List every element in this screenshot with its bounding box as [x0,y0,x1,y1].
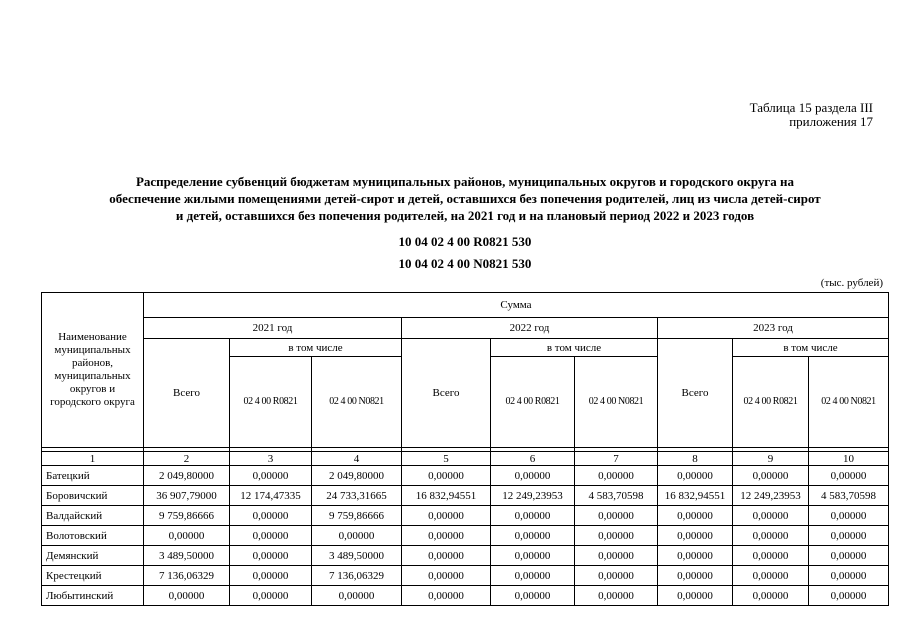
municipality-name: Крестецкий [42,566,144,586]
code-r-2023-header: 02 4 00 R0821 [733,357,809,448]
value-cell: 3 489,50000 [144,546,230,566]
value-cell: 0,00000 [809,526,889,546]
value-cell: 0,00000 [809,566,889,586]
table-row [42,486,889,506]
col-number: 3 [230,452,312,466]
value-cell: 16 832,94551 [658,486,733,506]
value-cell: 0,00000 [809,466,889,486]
value-cell: 0,00000 [733,566,809,586]
value-cell: 2 049,80000 [144,466,230,486]
value-cell: 0,00000 [230,586,312,606]
value-cell: 0,00000 [575,506,658,526]
code-r-2021-header: 02 4 00 R0821 [230,357,312,448]
col-number: 7 [575,452,658,466]
value-cell: 36 907,79000 [144,486,230,506]
col-number: 10 [809,452,889,466]
col-number: 6 [491,452,575,466]
code-n-2021-header: 02 4 00 N0821 [312,357,402,448]
value-cell: 0,00000 [312,586,402,606]
value-cell: 0,00000 [491,466,575,486]
code-n-2023-header: 02 4 00 N0821 [809,357,889,448]
value-cell: 0,00000 [575,526,658,546]
value-cell: 4 583,70598 [809,486,889,506]
col-number: 4 [312,452,402,466]
table-reference-line2: приложения 17 [789,114,873,129]
value-cell: 12 174,47335 [230,486,312,506]
value-cell: 7 136,06329 [312,566,402,586]
table-row [42,586,889,606]
value-cell: 0,00000 [809,586,889,606]
municipality-name: Волотовский [42,526,144,546]
year-2021-header: 2021 год [144,318,402,339]
municipality-name: Батецкий [42,466,144,486]
value-cell: 0,00000 [230,506,312,526]
value-cell: 0,00000 [658,466,733,486]
col-number: 5 [402,452,491,466]
column-number-row [42,452,889,466]
budget-code-2: 10 04 02 4 00 N0821 530 [398,256,532,271]
value-cell: 0,00000 [733,506,809,526]
value-cell: 0,00000 [312,526,402,546]
municipality-name: Валдайский [42,506,144,526]
value-cell: 0,00000 [575,586,658,606]
table-row [42,526,889,546]
code-r-2022-header: 02 4 00 R0821 [491,357,575,448]
col-number: 2 [144,452,230,466]
name-column-header: Наименование муниципальных районов, муниципальных округов и городского округа [42,293,144,448]
incl-2022-header: в том числе [491,339,658,357]
value-cell: 0,00000 [402,546,491,566]
value-cell: 0,00000 [809,506,889,526]
value-cell: 0,00000 [658,526,733,546]
municipality-name: Любытинский [42,586,144,606]
table-body [42,466,889,606]
budget-code-1: 10 04 02 4 00 R0821 530 [398,234,532,249]
value-cell: 0,00000 [733,586,809,606]
table-row [42,466,889,486]
value-cell: 0,00000 [575,566,658,586]
col-number: 9 [733,452,809,466]
value-cell: 0,00000 [575,546,658,566]
table-row [42,506,889,526]
incl-2021-header: в том числе [230,339,402,357]
value-cell: 0,00000 [491,526,575,546]
col-number: 1 [42,452,144,466]
total-2022-header: Всего [402,339,491,448]
table-reference-line1: Таблица 15 раздела III [749,100,873,115]
value-cell: 0,00000 [658,546,733,566]
value-cell: 12 249,23953 [491,486,575,506]
value-cell: 0,00000 [733,546,809,566]
value-cell: 0,00000 [733,466,809,486]
subvention-table [41,292,889,606]
value-cell: 0,00000 [230,566,312,586]
value-cell: 4 583,70598 [575,486,658,506]
value-cell: 2 049,80000 [312,466,402,486]
value-cell: 0,00000 [809,546,889,566]
value-cell: 0,00000 [402,506,491,526]
value-cell: 0,00000 [230,526,312,546]
value-cell: 0,00000 [230,546,312,566]
incl-2023-header: в том числе [733,339,889,357]
value-cell: 7 136,06329 [144,566,230,586]
sum-header: Сумма [144,293,889,318]
table-row [42,546,889,566]
value-cell: 0,00000 [491,546,575,566]
value-cell: 0,00000 [658,586,733,606]
value-cell: 0,00000 [230,466,312,486]
value-cell: 16 832,94551 [402,486,491,506]
total-2021-header: Всего [144,339,230,448]
municipality-name: Демянский [42,546,144,566]
value-cell: 0,00000 [575,466,658,486]
col-number: 8 [658,452,733,466]
value-cell: 0,00000 [402,566,491,586]
value-cell: 0,00000 [402,586,491,606]
value-cell: 12 249,23953 [733,486,809,506]
value-cell: 0,00000 [491,586,575,606]
title-line-3: и детей, оставшихся без попечения родителей, на 2021 год и на плановый период 2022 и 2023 годов [175,208,755,223]
value-cell: 0,00000 [402,526,491,546]
value-cell: 0,00000 [658,506,733,526]
municipality-name: Боровичский [42,486,144,506]
value-cell: 0,00000 [658,566,733,586]
document-title [40,173,890,224]
table-row [42,566,889,586]
value-cell: 0,00000 [402,466,491,486]
title-line-2: обеспечение жилыми помещениями детей-сирот и детей, оставшихся без попечения родителей, лиц из числа детей-сирот [109,191,821,206]
value-cell: 9 759,86666 [144,506,230,526]
value-cell: 0,00000 [144,526,230,546]
value-cell: 24 733,31665 [312,486,402,506]
value-cell: 9 759,86666 [312,506,402,526]
value-cell: 0,00000 [144,586,230,606]
units-label: (тыс. рублей) [820,277,883,289]
year-2022-header: 2022 год [402,318,658,339]
value-cell: 0,00000 [733,526,809,546]
table-reference [750,101,873,129]
value-cell: 0,00000 [491,506,575,526]
title-line-1: Распределение субвенций бюджетам муниципальных районов, муниципальных округов и городского округа на [135,174,795,189]
total-2023-header: Всего [658,339,733,448]
code-n-2022-header: 02 4 00 N0821 [575,357,658,448]
value-cell: 0,00000 [491,566,575,586]
value-cell: 3 489,50000 [312,546,402,566]
year-2023-header: 2023 год [658,318,889,339]
